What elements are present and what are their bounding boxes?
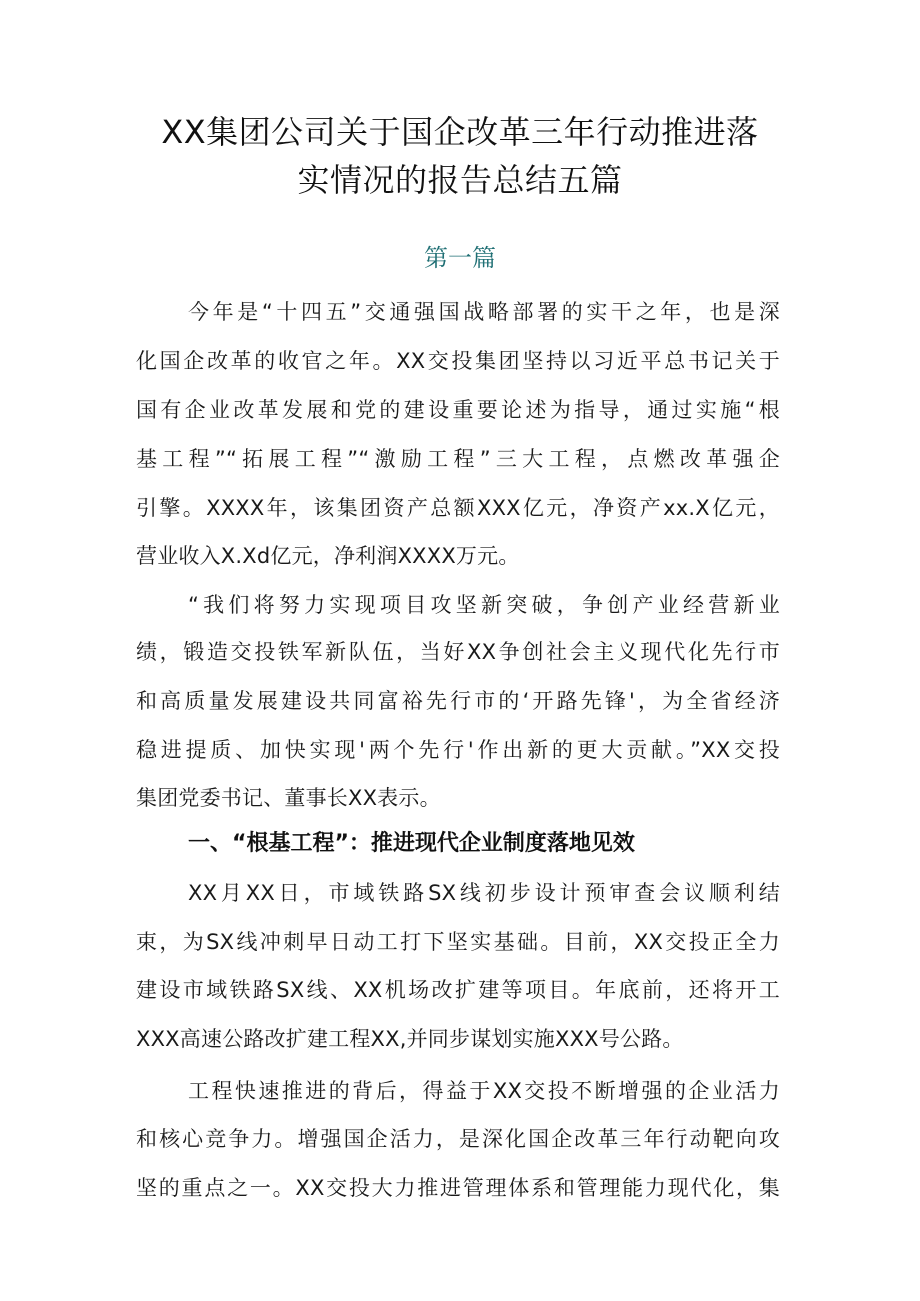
section-heading: 一、“根基工程”：推进现代企业制度落地见效 [188, 831, 635, 856]
section-title: 第一篇 [424, 244, 496, 272]
paragraph-line: 稳进提质、加快实现'两个先行'作出新的更大贡献。”XX交投 [136, 738, 780, 762]
paragraph-line: 引擎。XXXX年，该集团资产总额XXX亿元，净资产xx.X亿元， [136, 496, 780, 520]
paragraph-line: 工程快速推进的背后，得益于XX交投不断增强的企业活力 [188, 1079, 780, 1103]
paragraph-line: 基工程”“拓展工程”“激励工程”三大工程，点燃改革强企 [136, 447, 780, 471]
paragraph-line: 和高质量发展建设共同富裕先行市的‘开路先锋'，为全省经济 [136, 689, 780, 713]
paragraph-line: 坚的重点之一。XX交投大力推进管理体系和管理能力现代化，集 [136, 1176, 780, 1200]
paragraph-line: 化国企改革的收官之年。XX交投集团坚持以习近平总书记关于 [136, 349, 780, 373]
document-title-line-1: XX集团公司关于国企改革三年行动推进落 [161, 113, 759, 151]
document-title-line-2: 实情况的报告总结五篇 [297, 161, 623, 199]
paragraph-line: 国有企业改革发展和党的建设重要论述为指导，通过实施“根 [136, 398, 780, 422]
paragraph-line: 营业收入X.Xd亿元，净利润XXXX万元。 [136, 544, 520, 568]
paragraph-line: 建设市域铁路SX线、XX机场改扩建等项目。年底前，还将开工 [136, 978, 780, 1002]
paragraph-line: 束，为SX线冲刺早日动工打下坚实基础。目前，XX交投正全力 [136, 930, 780, 954]
paragraph-line: “我们将努力实现项目攻坚新突破，争创产业经营新业 [188, 593, 780, 617]
paragraph-line: 今年是“十四五”交通强国战略部署的实干之年，也是深 [188, 300, 780, 324]
paragraph-line: 集团党委书记、董事长XX表示。 [136, 786, 441, 810]
paragraph-line: 绩，锻造交投铁军新队伍，当好XX争创社会主义现代化先行市 [136, 640, 780, 664]
paragraph-line: 和核心竞争力。增强国企活力，是深化国企改革三年行动靶向攻 [136, 1127, 780, 1151]
paragraph-line: XXX高速公路改扩建工程XX,并同步谋划实施XXX号公路。 [136, 1027, 684, 1051]
paragraph-line: XX月XX日，市域铁路SX线初步设计预审查会议顺利结 [188, 881, 780, 905]
